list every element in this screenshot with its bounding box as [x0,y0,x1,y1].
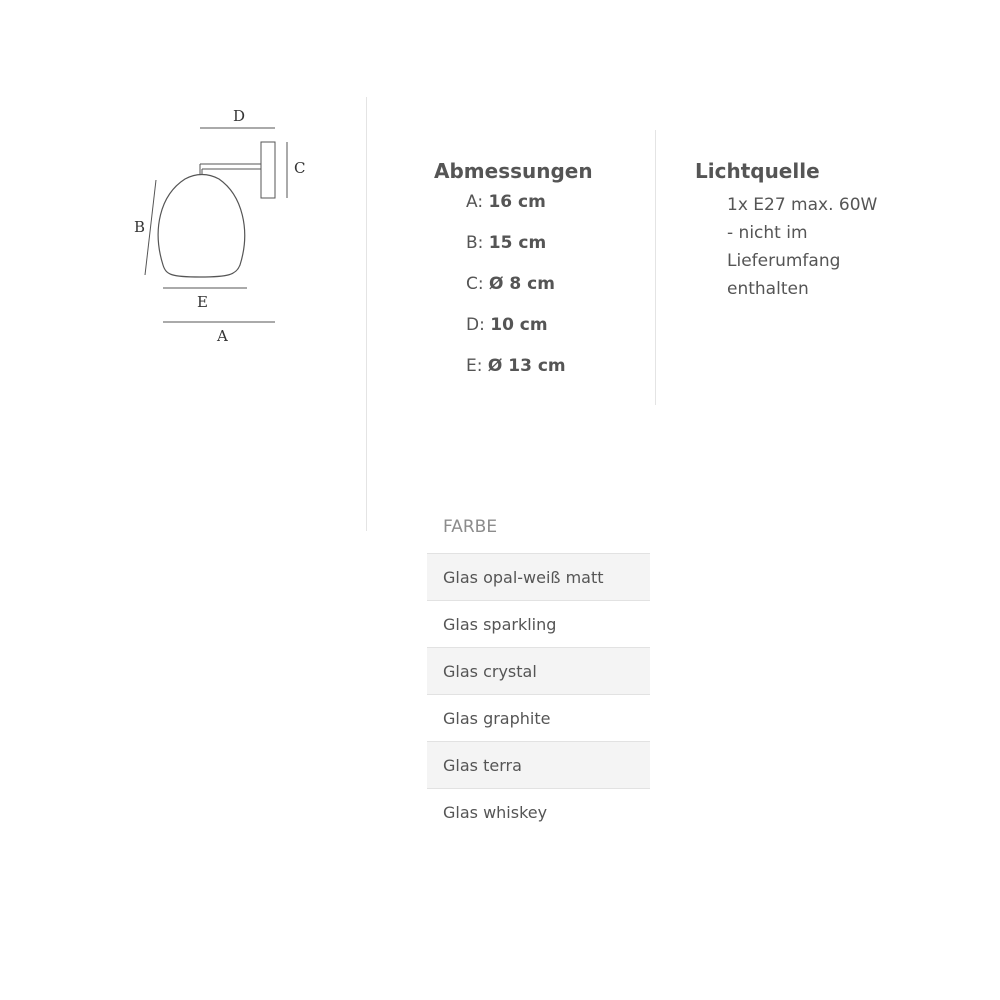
glass-shade [158,175,244,278]
dimension-row-e [466,355,644,396]
color-options-header: FARBE [443,517,498,537]
dimension-row-b [466,232,644,273]
color-options-list [427,553,650,835]
dim-line-b [145,180,156,275]
wall-plate [261,142,275,198]
dimensions-title: Abmessungen [434,159,593,183]
dimensions-section [434,157,644,396]
dimension-value: Ø 13 cm [487,356,566,376]
dimension-row-a [466,191,644,232]
dim-label-d: D [233,107,246,125]
light-source-description [695,191,915,303]
column-divider-left [366,97,367,531]
dimension-key: C: [466,274,484,294]
light-source-line: Lieferumfang [727,251,841,271]
dimension-value: 16 cm [488,192,546,212]
dimension-key: D: [466,315,485,335]
lamp-drawing [130,100,330,350]
color-option[interactable]: Glas whiskey [427,788,650,835]
dimension-key: A: [466,192,484,212]
dimension-row-d [466,314,644,355]
light-source-section [695,157,915,303]
dim-label-a: A [217,327,228,345]
color-option[interactable]: Glas crystal [427,647,650,694]
color-option[interactable]: Glas graphite [427,694,650,741]
color-option[interactable]: Glas opal-weiß matt [427,553,650,600]
lamp-dimension-diagram [130,100,330,350]
column-divider-right [655,130,656,405]
dimension-value: 10 cm [490,315,548,335]
color-options-section [427,505,650,835]
dimension-row-c [466,273,644,314]
dimension-value: Ø 8 cm [489,274,555,294]
color-option[interactable]: Glas sparkling [427,600,650,647]
dimension-value: 15 cm [488,233,547,253]
dim-label-b: B [134,218,146,236]
dim-label-c: C [294,159,306,177]
dimension-key: E: [466,356,483,376]
light-source-line: 1x E27 max. 60W [727,195,878,215]
color-option[interactable]: Glas terra [427,741,650,788]
light-source-line: - nicht im [727,223,808,243]
dimensions-list [434,191,644,396]
dimension-key: B: [466,233,484,253]
light-source-line: enthalten [727,279,809,299]
light-source-title: Lichtquelle [695,159,820,183]
dim-label-e: E [197,293,208,311]
